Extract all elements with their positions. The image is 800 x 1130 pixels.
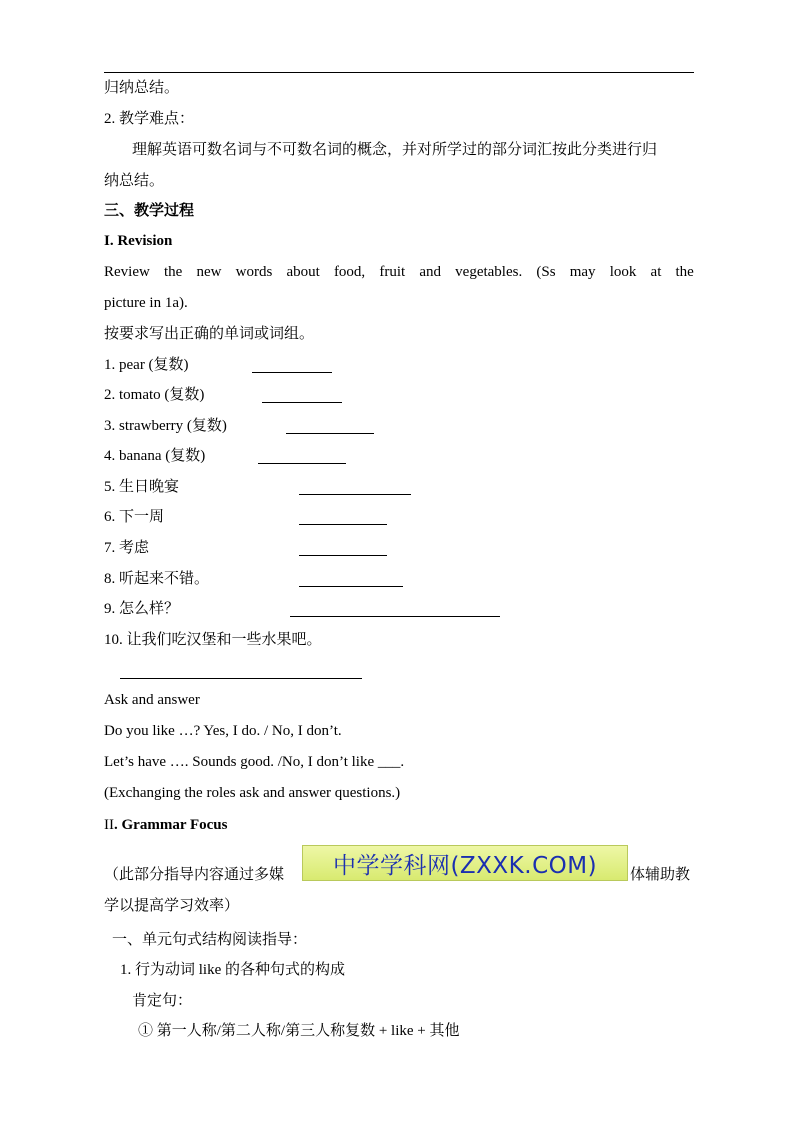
exchanging-note: (Exchanging the roles ask and answer questions.) — [104, 785, 401, 801]
zxxk-banner[interactable] — [302, 845, 628, 881]
exercise-item: 10. 让我们吃汉堡和一些水果吧。 — [104, 632, 322, 648]
review-word: and — [419, 264, 441, 280]
review-word: the — [675, 264, 694, 280]
answer-blank[interactable] — [299, 524, 387, 525]
exercise-item: 1. pear (复数) — [104, 357, 189, 373]
instruction: 按要求写出正确的单词或词组。 — [104, 326, 315, 342]
exercise-item: 5. 生日晚宴 — [104, 479, 180, 495]
answer-blank[interactable] — [258, 463, 346, 464]
revision-heading: I. Revision — [104, 233, 173, 249]
review-word: may — [569, 264, 596, 280]
grammar-heading — [104, 815, 227, 835]
answer-blank[interactable] — [299, 555, 387, 556]
review-word: the — [163, 264, 183, 280]
dialogue-line-2: Let’s have …. Sounds good. /No, I don’t like ___. — [104, 754, 405, 770]
rule-1: ① 第一人称/第二人称/第三人称复数 + like + 其他 — [138, 1023, 460, 1039]
banner-text: 中学学科网(ZXXK.COM) — [332, 852, 598, 879]
answer-blank[interactable] — [299, 586, 403, 587]
review-word: look — [609, 264, 637, 280]
answer-blank[interactable] — [262, 402, 342, 403]
section-process-heading: 三、教学过程 — [104, 203, 195, 219]
answer-blank[interactable] — [299, 494, 411, 495]
review-word: food, — [333, 264, 366, 280]
exercise-item: 8. 听起来不错。 — [104, 571, 210, 587]
header-rule — [104, 72, 694, 73]
answer-blank[interactable] — [286, 433, 374, 434]
grammar-title: . Grammar Focus — [114, 817, 228, 833]
exercise-item: 4. banana (复数) — [104, 448, 206, 464]
dialogue-line-1: Do you like …? Yes, I do. / No, I don’t. — [104, 723, 342, 739]
review-word: fruit — [379, 264, 406, 280]
summary-tail: 归纳总结。 — [104, 80, 180, 96]
review-line-1 — [104, 262, 694, 282]
review-word: words — [235, 264, 273, 280]
review-word: Review — [104, 264, 150, 280]
grammar-roman: II — [104, 817, 114, 833]
exercise-item: 2. tomato (复数) — [104, 387, 205, 403]
review-word: vegetables. — [455, 264, 523, 280]
difficulty-text-1: 理解英语可数名词与不可数名词的概念，并对所学过的部分词汇按此分类进行归 — [132, 142, 658, 158]
exercise-item: 7. 考虑 — [104, 540, 150, 556]
unit-reading-heading: 一、单元句式结构阅读指导： — [112, 932, 308, 948]
answer-blank[interactable] — [252, 372, 332, 373]
exercise-item: 9. 怎么样？ — [104, 601, 180, 617]
review-line-2: picture in 1a). — [104, 295, 188, 311]
affirmative-label: 肯定句： — [132, 993, 193, 1009]
guide-line-right: 体辅助教 — [630, 867, 691, 883]
guide-line-left: （此部分指导内容通过多媒 — [104, 867, 285, 883]
review-word: about — [286, 264, 320, 280]
exercise-item: 3. strawberry (复数) — [104, 418, 227, 434]
guide-line-2: 学以提高学习效率） — [104, 898, 240, 914]
review-word: new — [196, 264, 222, 280]
ask-answer-heading: Ask and answer — [104, 692, 200, 708]
answer-blank[interactable] — [120, 678, 362, 679]
review-word: (Ss — [536, 264, 556, 280]
difficulty-text-2: 纳总结。 — [104, 173, 165, 189]
difficulty-heading: 2. 教学难点： — [104, 111, 195, 127]
answer-blank[interactable] — [290, 616, 500, 617]
like-structure-heading: 1. 行为动词 like 的各种句式的构成 — [120, 962, 345, 978]
exercise-item: 6. 下一周 — [104, 509, 165, 525]
review-word: at — [650, 264, 662, 280]
